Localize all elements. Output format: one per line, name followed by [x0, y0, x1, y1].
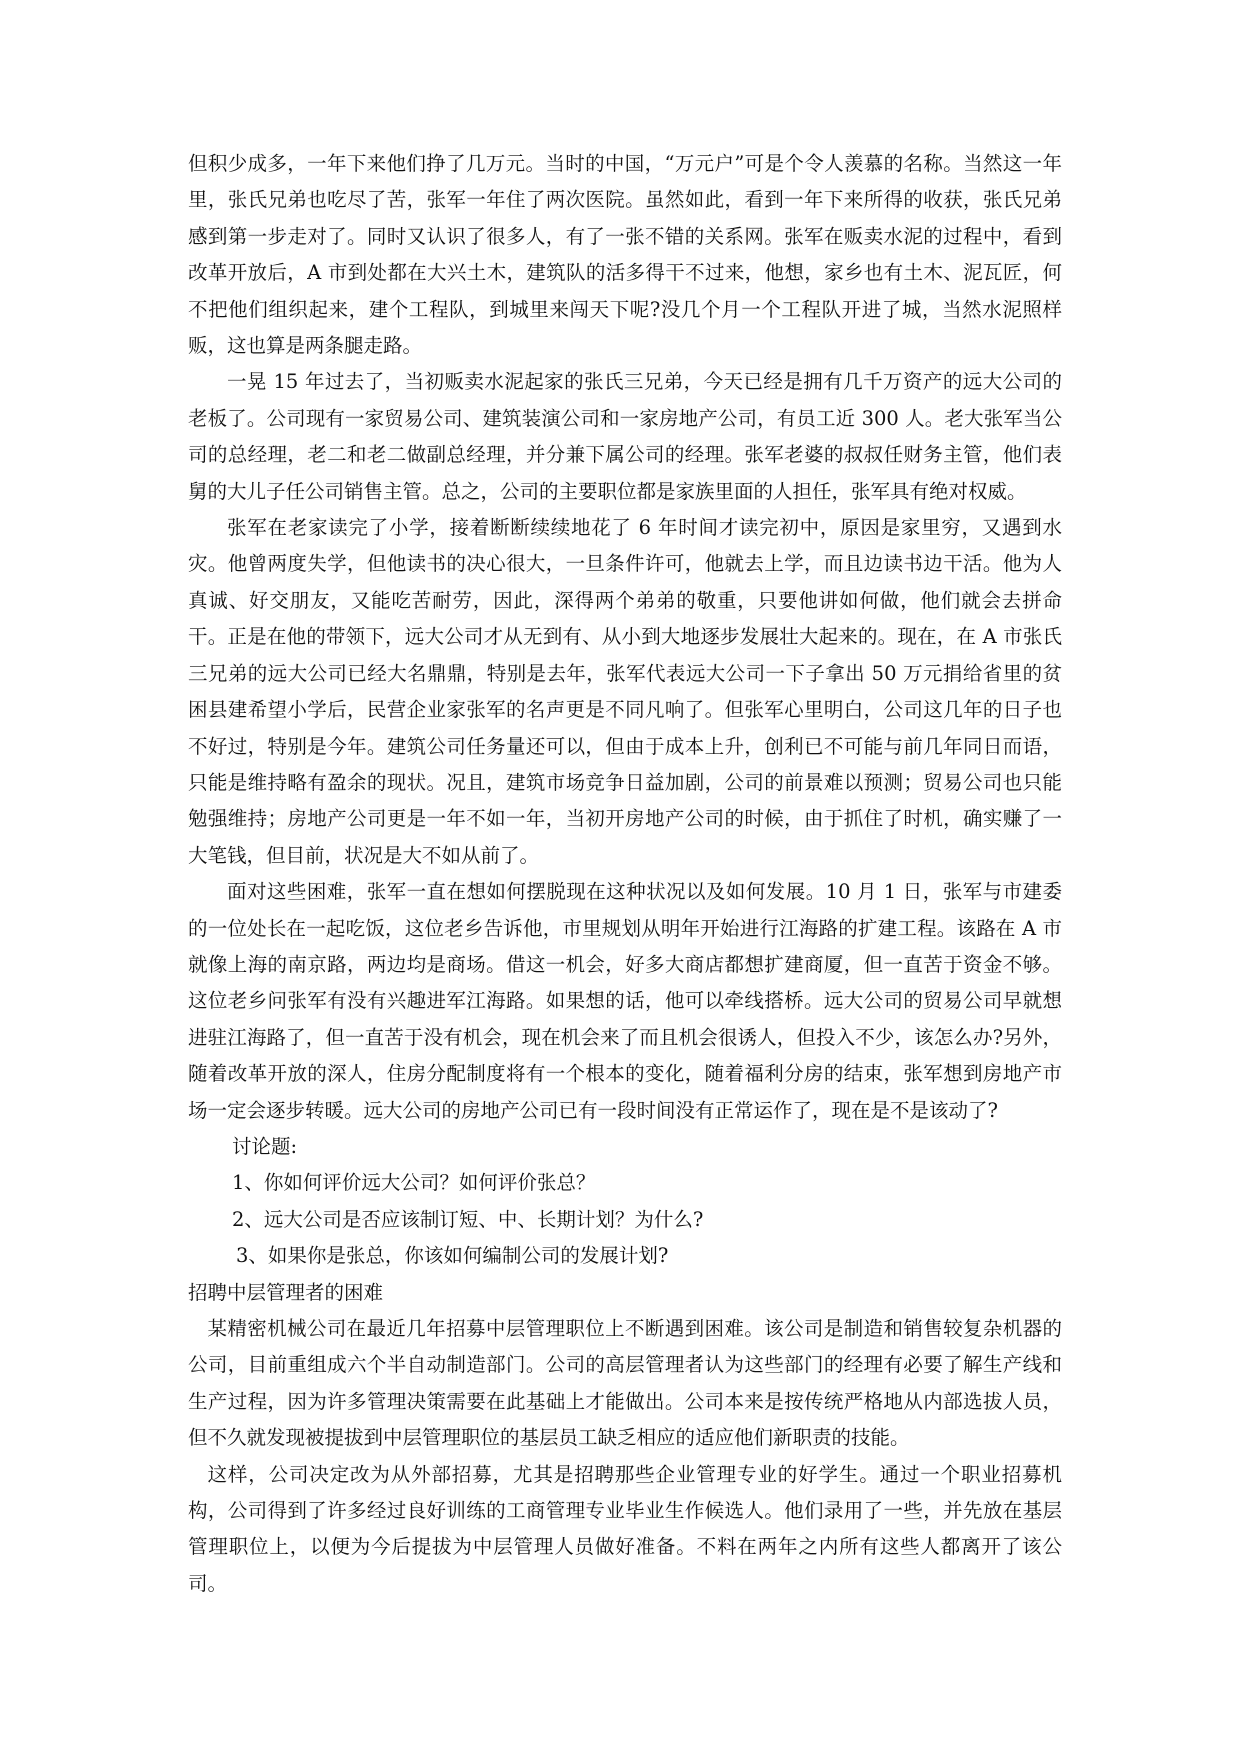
- case1-paragraph-3: 张军在老家读完了小学，接着断断续续地花了 6 年时间才读完初中，原因是家里穷，又遇到水灾。他曾两度失学，但他读书的决心很大，一旦条件许可，他就去上学，而且边读书边干活。他为人真诚、好交朋友，又能吃苦耐劳，因此，深得两个弟弟的敬重，只要他讲如何做，他们就会去拼命干。正是在他的带领下，远大公司才从无到有、从小到大地逐步发展壮大起来的。现在，在 A 市张氏三兄弟的远大公司已经大名鼎鼎，特别是去年，张军代表远大公司一下子拿出 50 万元捐给省里的贫困县建希望小学后，民营企业家张军的名声更是不同凡响了。但张军心里明白，公司这几年的日子也不好过，特别是今年。建筑公司任务量还可以，但由于成本上升，创利已不可能与前几年同日而语，只能是维持略有盈余的现状。况且，建筑市场竞争日益加剧，公司的前景难以预测；贸易公司也只能勉强维持；房地产公司更是一年不如一年，当初开房地产公司的时候，由于抓住了时机，确实赚了一大笔钱，但目前，状况是大不如从前了。: [188, 516, 1062, 867]
- case1-paragraph-4: 面对这些困难，张军一直在想如何摆脱现在这种状况以及如何发展。10 月 1 日，张军与市建委的一位处长在一起吃饭，这位老乡告诉他，市里规划从明年开始进行江海路的扩建工程。该路在 A 市就像上海的南京路，两边均是商场。借这一机会，好多大商店都想扩建商厦，但一直苦于资金不够。这位老乡问张军有没有兴趣进军江海路。如果想的话，他可以牵线搭桥。远大公司的贸易公司早就想进驻江海路了，但一直苦于没有机会，现在机会来了而且机会很诱人，但投入不少，该怎么办?另外，随着改革开放的深人，住房分配制度将有一个根本的变化，随着福利分房的结束，张军想到房地产市场一定会逐步转暖。远大公司的房地产公司已有一段时间没有正常运作了，现在是不是该动了?: [188, 880, 1062, 1122]
- case2-paragraph-2: 这样，公司决定改为从外部招募，尤其是招聘那些企业管理专业的好学生。通过一个职业招募机构，公司得到了许多经过良好训练的工商管理专业毕业生作候选人。他们录用了一些，并先放在基层管理职位上，以便为今后提拔为中层管理人员做好准备。不料在两年之内所有这些人都离开了该公司。: [188, 1462, 1062, 1595]
- discussion-label: 讨论题:: [232, 1134, 298, 1158]
- discussion-question-3: 3、如果你是张总，你该如何编制公司的发展计划?: [236, 1244, 669, 1268]
- discussion-question-1: 1、你如何评价远大公司？如何评价张总？: [232, 1171, 596, 1195]
- case2-paragraph-1: 某精密机械公司在最近几年招募中层管理职位上不断遇到困难。该公司是制造和销售较复杂机器的公司，目前重组成六个半自动制造部门。公司的高层管理者认为这些部门的经理有必要了解生产线和生产过程，因为许多管理决策需要在此基础上才能做出。公司本来是按传统严格地从内部选拔人员，但不久就发现被提拔到中层管理职位的基层员工缺乏相应的适应他们新职责的技能。: [188, 1317, 1062, 1450]
- document-page: [188, 146, 1062, 1602]
- discussion-question-2: 2、远大公司是否应该制订短、中、长期计划？为什么?: [232, 1207, 704, 1231]
- case1-paragraph-1: 但积少成多，一年下来他们挣了几万元。当时的中国，“万元户”可是个令人羡慕的名称。当然这一年里，张氏兄弟也吃尽了苦，张军一年住了两次医院。虽然如此，看到一年下来所得的收获，张氏兄弟感到第一步走对了。同时又认识了很多人，有了一张不错的关系网。张军在贩卖水泥的过程中，看到改革开放后，A 市到处都在大兴土木，建筑队的活多得干不过来，他想，家乡也有土木、泥瓦匠，何不把他们组织起来，建个工程队，到城里来闯天下呢?没几个月一个工程队开进了城，当然水泥照样贩，这也算是两条腿走路。: [188, 152, 1062, 358]
- case1-paragraph-2: 一晃 15 年过去了，当初贩卖水泥起家的张氏三兄弟，今天已经是拥有几千万资产的远大公司的老板了。公司现有一家贸易公司、建筑装演公司和一家房地产公司，有员工近 300 人。老大张军当公司的总经理，老二和老二做副总经理，并分兼下属公司的经理。张军老婆的叔叔任财务主管，他们表舅的大儿子任公司销售主管。总之，公司的主要职位都是家族里面的人担任，张军具有绝对权威。: [188, 370, 1062, 503]
- case2-title: 招聘中层管理者的困难: [188, 1280, 384, 1304]
